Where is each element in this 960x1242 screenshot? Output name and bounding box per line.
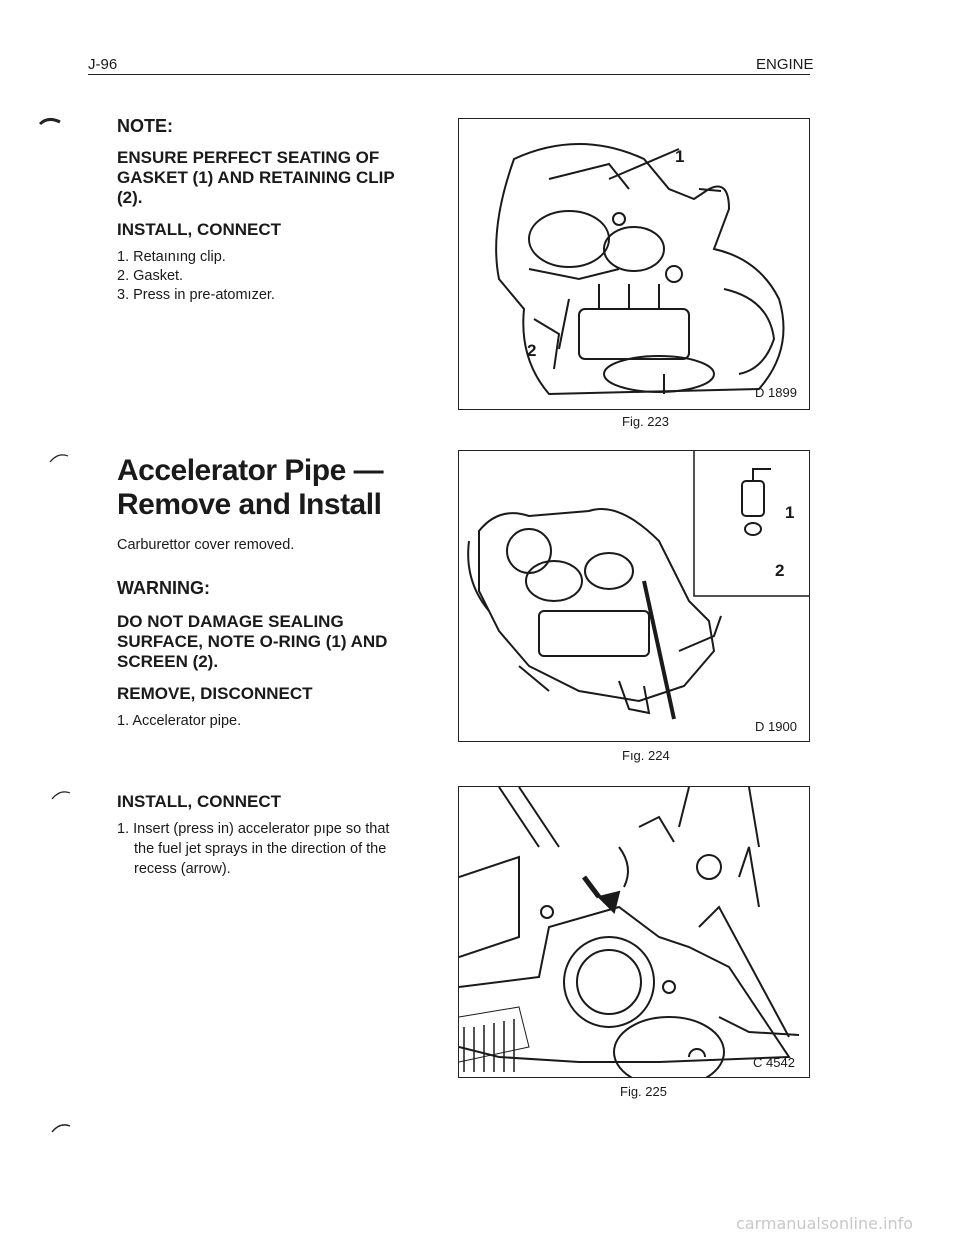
page-number: J-96 xyxy=(88,56,118,73)
figure-223-illustration xyxy=(458,118,810,410)
figure-224-callout-2: 2 xyxy=(775,561,785,580)
figure-224-code: D 1900 xyxy=(755,719,797,734)
carburettor-drawing xyxy=(459,451,809,741)
margin-mark xyxy=(48,448,78,468)
section-intro: Carburettor cover removed. xyxy=(117,537,295,553)
install2-heading: INSTALL, CONNECT xyxy=(117,792,282,811)
install-item-1: 1. Retaınıng clip. xyxy=(117,249,226,265)
install2-line-1: 1. Insert (press in) accelerator pıpe so that xyxy=(117,821,390,837)
note-text-line-3: (2). xyxy=(117,188,143,207)
note-title: NOTE: xyxy=(117,116,173,136)
install-heading: INSTALL, CONNECT xyxy=(117,220,282,239)
figure-225-caption: Fig. 225 xyxy=(620,1084,667,1099)
section-title: ENGINE xyxy=(756,56,814,73)
remove-heading: REMOVE, DISCONNECT xyxy=(117,684,313,703)
figure-224-illustration xyxy=(458,450,810,742)
warning-text-line-2: SURFACE, NOTE O-RING (1) AND xyxy=(117,632,388,651)
warning-text-line-3: SCREEN (2). xyxy=(117,652,219,671)
figure-224-caption: Fıg. 224 xyxy=(622,748,670,763)
install2-line-2: the fuel jet sprays in the direction of the xyxy=(134,841,387,857)
figure-224-callout-1: 1 xyxy=(785,503,795,522)
figure-223-caption: Fig. 223 xyxy=(622,414,669,429)
note-text-line-2: GASKET (1) AND RETAINING CLIP xyxy=(117,168,395,187)
install-item-3: 3. Press in pre-atomızer. xyxy=(117,287,275,303)
note-text-line-1: ENSURE PERFECT SEATING OF xyxy=(117,148,380,167)
install2-line-3: recess (arrow). xyxy=(134,861,231,877)
figure-223-callout-1: 1 xyxy=(675,147,685,166)
carburettor-drawing xyxy=(459,119,809,409)
header-rule xyxy=(88,74,810,75)
install-item-2: 2. Gasket. xyxy=(117,268,184,284)
figure-225-code: C 4542 xyxy=(753,1055,795,1070)
margin-mark xyxy=(50,1118,80,1138)
figure-223-code: D 1899 xyxy=(755,385,797,400)
remove-item-1: 1. Accelerator pipe. xyxy=(117,713,242,729)
figure-225-illustration xyxy=(458,786,810,1078)
footer-watermark: carmanualsonline.info xyxy=(736,1214,914,1233)
section-heading-line-1: Accelerator Pipe — xyxy=(117,454,384,487)
warning-text-line-1: DO NOT DAMAGE SEALING xyxy=(117,612,344,631)
margin-mark xyxy=(50,785,80,805)
warning-title: WARNING: xyxy=(117,578,210,598)
figure-223-callout-2: 2 xyxy=(527,341,537,360)
engine-detail-drawing xyxy=(459,787,809,1077)
section-heading-line-2: Remove and Install xyxy=(117,488,382,521)
margin-mark xyxy=(38,110,68,130)
